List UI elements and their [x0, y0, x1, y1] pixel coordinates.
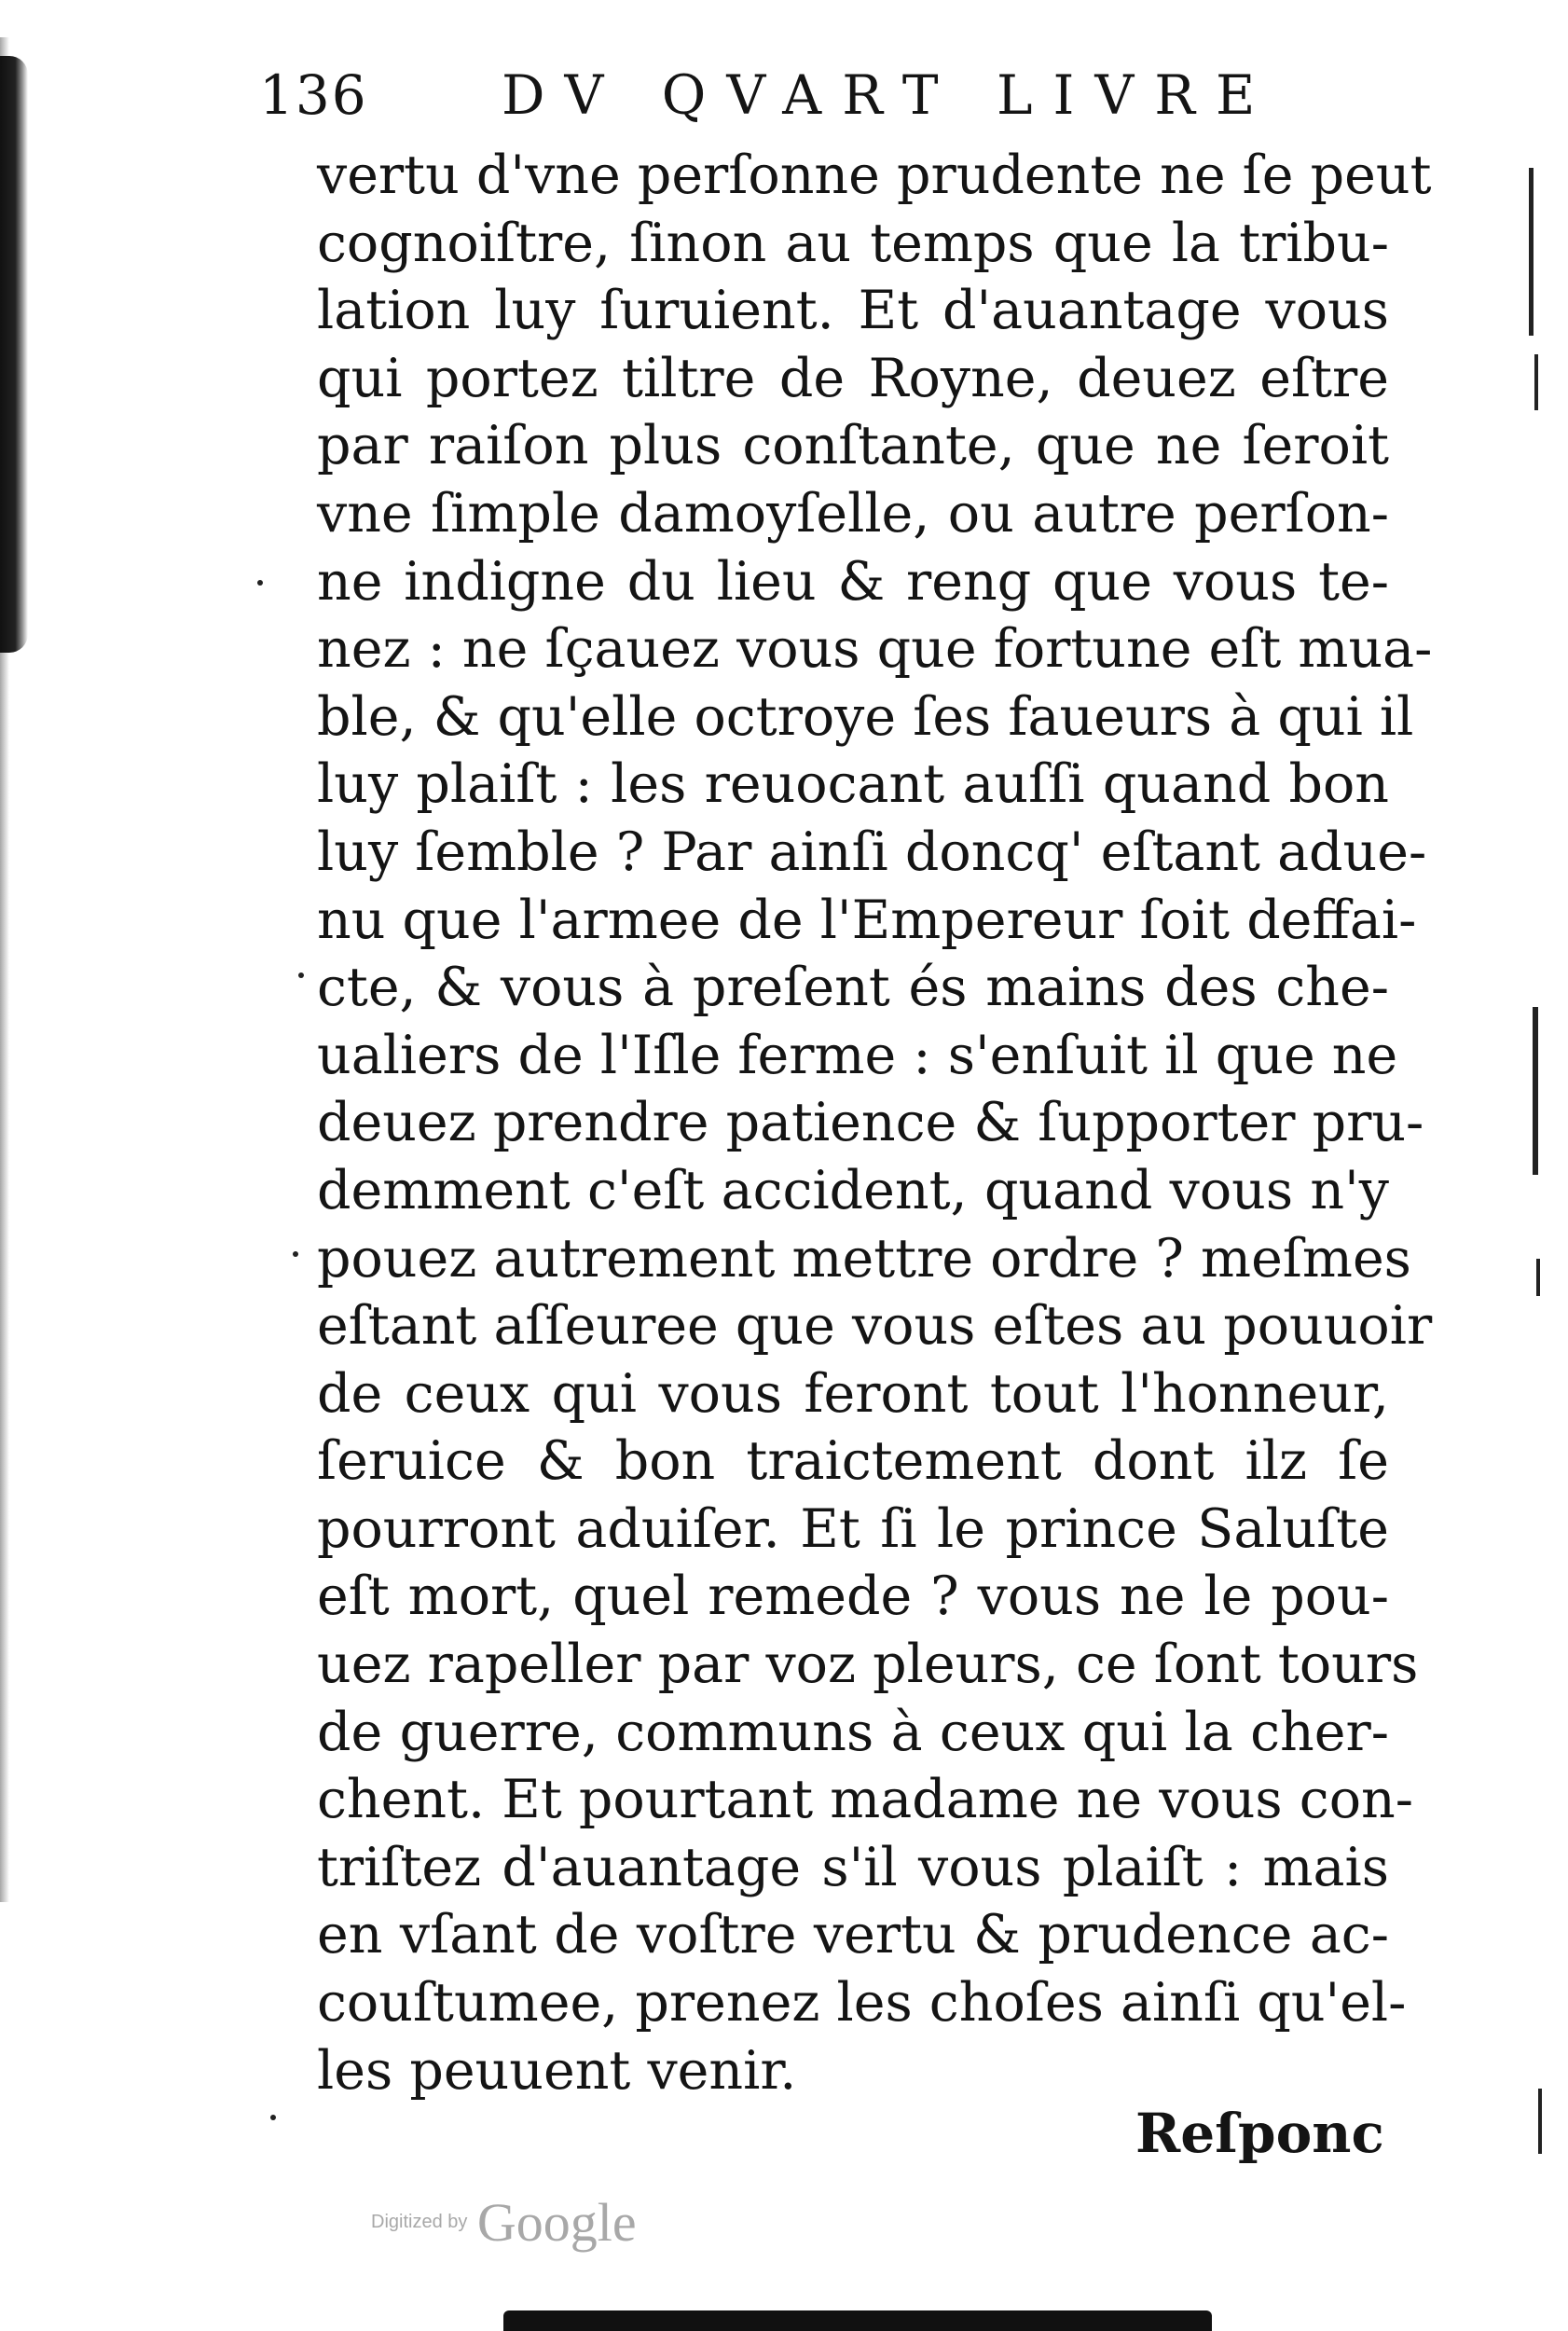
margin-mark — [257, 580, 263, 586]
margin-speck — [1538, 2089, 1542, 2154]
digitized-watermark — [371, 2191, 637, 2256]
text-line: vertu d'vne perſonne prudente ne ſe peut — [317, 145, 1432, 206]
catchword: Reſponc — [1135, 2102, 1384, 2165]
google-logo: Google — [476, 2192, 637, 2253]
text-line: couſtumee, prenez les choſes ainſi qu'el- — [317, 1972, 1407, 2034]
margin-mark — [270, 2115, 276, 2120]
text-line: ne indigne du lieu & reng que vous te- — [317, 550, 1389, 613]
text-line: luy plaiſt : les reuocant auſſi quand bon — [317, 753, 1389, 816]
text-line: eſtant aſſeuree que vous eſtes au pouuoir — [317, 1295, 1433, 1358]
text-line: nez : ne ſçauez vous que fortune eſt mua- — [317, 618, 1433, 681]
text-line: les peuuent venir. — [317, 2039, 797, 2102]
text-line: nu que l'armee de l'Empereur ſoit deffai- — [317, 889, 1417, 951]
scan-edge-bottom — [503, 2310, 1212, 2331]
text-line: uez rapeller par voz pleurs, ce ſont tours — [317, 1634, 1419, 1696]
margin-speck — [1529, 168, 1534, 336]
margin-speck — [1533, 1007, 1538, 1175]
text-line: lation luy ſuruient. Et d'auantage vous — [317, 280, 1389, 342]
margin-mark — [298, 972, 304, 978]
text-line: demment c'eſt accident, quand vous n'y — [317, 1159, 1389, 1221]
text-line: luy ſemble ? Par ainſi doncq' eſtant adue- — [317, 821, 1427, 883]
margin-speck — [1534, 354, 1538, 410]
text-line: cte, & vous à preſent és mains des che- — [317, 957, 1389, 1019]
text-line: pourront aduiſer. Et ſi le prince Saluſte — [317, 1497, 1389, 1560]
page-header — [259, 58, 1276, 132]
text-line: de guerre, communs à ceux qui la cher- — [317, 1701, 1389, 1763]
margin-speck — [1536, 1259, 1540, 1296]
binding-edge — [0, 56, 28, 653]
body-text — [317, 142, 1433, 2104]
text-line: cognoiſtre, ſinon au temps que la tribu- — [317, 212, 1389, 274]
text-line: ſeruice & bon traictement dont ilz ſe — [317, 1430, 1389, 1493]
text-line: ble, & qu'elle octroye ſes faueurs à qui il — [317, 685, 1414, 748]
running-title: DV QVART LIVRE — [502, 63, 1276, 127]
text-line: pouez autrement mettre ordre ? meſmes — [317, 1227, 1411, 1290]
watermark-prefix: Digitized by — [371, 2212, 468, 2232]
text-line: ualiers de l'Iſle ferme : s'enſuit il que ne — [317, 1024, 1398, 1086]
text-line: triſtez d'auantage s'il vous plaiſt : mais — [317, 1836, 1389, 1898]
text-line: en vſant de voſtre vertu & prudence ac- — [317, 1904, 1389, 1966]
text-line: chent. Et pourtant madame ne vous con- — [317, 1769, 1414, 1831]
text-line: vne ſimple damoyſelle, ou autre perſon- — [317, 482, 1389, 545]
text-line: par raiſon plus conſtante, que ne ſeroit — [317, 415, 1389, 477]
text-line: deuez prendre patience & ſupporter pru- — [317, 1092, 1424, 1154]
text-line: de ceux qui vous feront tout l'honneur, — [317, 1362, 1389, 1425]
text-line: eſt mort, quel remede ? vous ne le pou- — [317, 1565, 1389, 1628]
text-line: qui portez tiltre de Royne, deuez eſtre — [317, 347, 1389, 409]
page-number: 136 — [259, 63, 368, 127]
margin-mark — [293, 1251, 298, 1257]
